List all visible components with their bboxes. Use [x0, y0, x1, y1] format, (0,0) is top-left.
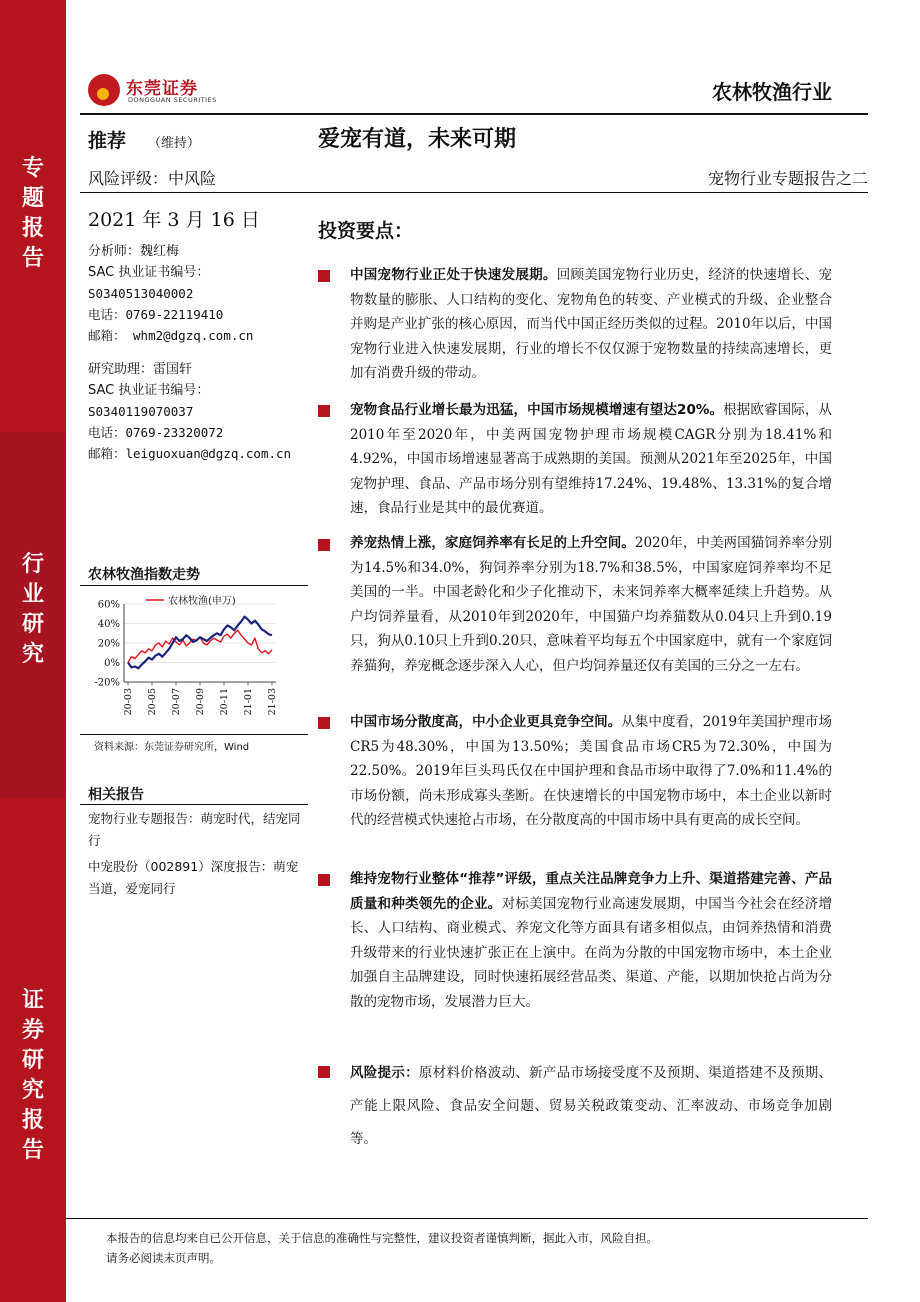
chart-x-tick-label: 20-09 — [195, 688, 206, 716]
key-point-5-text: 对标美国宠物行业高速发展期，中国当今社会在经济增长、人口结构、商业模式、养宠文化等方面具有诸多相似点，由饲养热情和消费升级带来的行业快速扩张正在上演中。在尚为分散的中国宠物市场中，本土企业加强自主品牌建设，同时快速拓展经营品类、渠道、产能，以期加快抢占尚为分散的宠物市场，发展潜力巨大。 — [350, 895, 833, 1010]
company-logo — [88, 72, 248, 112]
chart-legend-label: 农林牧渔(申万) — [168, 596, 236, 607]
related-reports-title: 相关报告 — [88, 787, 144, 803]
logo-en-text: DONGGUAN SECURITIES — [128, 96, 217, 104]
analyst-info — [88, 241, 253, 346]
report-series: 宠物行业专题报告之二 — [707, 169, 868, 188]
investment-highlights-title: 投资要点： — [318, 220, 414, 242]
rating-note: （维持） — [148, 136, 201, 151]
related-report-1[interactable]: 宠物行业专题报告：萌宠时代，结宠同行 — [88, 811, 301, 848]
key-point-2 — [350, 398, 832, 521]
header-divider — [80, 113, 868, 115]
industry-label: 农林牧渔行业 — [712, 80, 832, 104]
sidebar-band-securities-research: 证券研究报告 — [0, 798, 66, 1302]
chart-source-divider — [80, 734, 308, 735]
key-point-3-text: 2020年，中美两国猫饲养率分别为14.5%和34.0%，狗饲养率分别为18.7%和38.5%，中国家庭饲养率均不足美国的一半。中国老龄化和少子化推动下，未来饲养率大概率延续上升趋势。从户均饲养量看，从2010年到2020年，中国猫户均养猫数从0.04只上升到0.19只，狗从0.10只上升到0.20只，意味着平均每五个中国家庭中，就有一个家庭饲养猫狗，养宠概念逐步深入人心，但户均饲养量还仅有美国的三分之一左右。 — [350, 535, 833, 674]
bullet-icon — [318, 874, 330, 886]
chart-y-tick-label: 0% — [104, 658, 120, 669]
key-point-3-lead: 养宠热情上涨，家庭饲养率有长足的上升空间。 — [350, 535, 635, 551]
chart-source: 资料来源：东莞证券研究所，Wind — [94, 742, 250, 753]
assistant-phone: 电话：0769-23320072 — [88, 425, 224, 440]
key-point-3 — [350, 531, 832, 679]
key-point-5-lead: 维持宠物行业整体“推荐”评级，重点关注品牌竞争力上升、渠道搭建完善、产品质量和种类领先的企业。 — [350, 871, 832, 912]
chart-y-axis — [94, 600, 120, 689]
key-point-1-text: 回顾美国宠物行业历史，经济的快速增长、宠物数量的膨胀、人口结构的变化、宠物角色的转变、产业模式的升级、企业整合并购是产业扩张的核心原因，而当代中国正经历类似的过程。2010年以后，中国宠物行业进入快速发展期，行业的增长不仅仅源于宠物数量的持续高速增长，更加有消费升级的带动。 — [350, 267, 833, 382]
report-date: 2021 年 3 月 16 日 — [88, 209, 260, 231]
key-point-5 — [350, 867, 832, 1015]
risk-warning-text: 原材料价格波动、新产品市场接受度不及预期、渠道搭建不及预期、产能上限风险、食品安全问题、贸易关税政策变动、汇率波动、市场竞争加剧等。 — [350, 1065, 833, 1147]
related-divider — [80, 804, 308, 805]
chart-y-tick-label: 20% — [97, 638, 120, 650]
index-trend-chart — [86, 590, 286, 730]
bullet-icon — [318, 1066, 330, 1078]
chart-x-tick-label: 20-11 — [219, 688, 230, 716]
chart-x-tick-label: 21-01 — [243, 688, 254, 716]
rating: 推荐 — [88, 130, 127, 152]
analyst-phone: 电话：0769-22119410 — [88, 307, 224, 322]
chart-y-tick-label: -20% — [94, 677, 120, 689]
key-point-1 — [350, 263, 832, 386]
bullet-icon — [318, 405, 330, 417]
logo-cn-text: 东莞证券 — [126, 79, 198, 99]
footer-disclaimer — [106, 1228, 658, 1268]
key-point-1-lead: 中国宠物行业正处于快速发展期。 — [350, 267, 557, 283]
chart-title-divider — [80, 585, 308, 586]
key-point-4-lead: 中国市场分散度高，中小企业更具竞争空间。 — [350, 714, 622, 730]
footer-divider — [66, 1218, 868, 1219]
footer-line-1: 本报告的信息均来自已公开信息，关于信息的准确性与完整性，建议投资者谨慎判断，据此入市，风险自担。 — [106, 1231, 658, 1245]
chart-x-tick-label: 20-07 — [171, 688, 182, 716]
assistant-email[interactable]: 邮箱：leiguoxuan@dgzq.com.cn — [88, 446, 292, 461]
chart-x-tick-label: 21-03 — [267, 688, 278, 716]
risk-warning-lead: 风险提示： — [350, 1065, 419, 1081]
assistant-info — [88, 359, 291, 464]
assistant-name: 研究助理：雷国轩 — [88, 362, 193, 377]
chart-x-tick-label: 20-05 — [147, 688, 158, 716]
risk-warning — [350, 1057, 832, 1156]
assistant-sac: S0340119070037 — [88, 404, 194, 419]
chart-series — [128, 617, 272, 669]
analyst-email[interactable]: 邮箱： whm2@dgzq.com.cn — [88, 328, 254, 343]
chart-x-tick-label: 20-03 — [123, 688, 134, 716]
chart-legend — [146, 594, 236, 607]
footer-line-2[interactable]: 请务必阅读末页声明。 — [106, 1251, 221, 1265]
related-report-2[interactable]: 中宠股份（002891）深度报告：萌宠当道，爱宠同行 — [88, 859, 299, 896]
bullet-icon — [318, 539, 330, 551]
risk-level: 风险评级：中风险 — [88, 169, 217, 188]
sidebar-band-industry-research: 行业研究 — [0, 432, 66, 798]
analyst-sac-label: SAC 执业证书编号： — [88, 265, 210, 280]
assistant-sac-label: SAC 执业证书编号： — [88, 383, 210, 398]
chart-y-tick-label: 40% — [97, 619, 120, 630]
key-point-4-text: 从集中度看，2019年美国护理市场CR5为48.30%，中国为13.50%；美国食品市场CR5为72.30%，中国为22.50%。2019年巨头玛氏仅在中国护理和食品市场中取得了7.0%和11.4%的市场份额，尚未形成寡头垄断。在快速增长的中国宠物市场中，本土企业以新时代的经营模式快速抢占市场，在分散度高的中国市场中具有更高的成长空间。 — [350, 714, 832, 829]
logo-mark-icon — [88, 74, 120, 106]
bullet-icon — [318, 270, 330, 282]
chart-gridlines — [124, 604, 276, 682]
sidebar-band-special-report: 专题报告 — [0, 0, 66, 432]
chart-y-tick-label: 60% — [97, 599, 120, 611]
bullet-icon — [318, 717, 330, 729]
chart-series-line-2 — [128, 617, 272, 669]
subheader-divider — [80, 192, 868, 193]
key-point-2-lead: 宠物食品行业增长最为迅猛，中国市场规模增速有望达20%。 — [350, 402, 724, 418]
chart-title: 农林牧渔指数走势 — [88, 567, 200, 583]
key-point-4 — [350, 710, 832, 833]
analyst-name: 分析师：魏红梅 — [88, 244, 180, 259]
key-point-2-text: 根据欧睿国际，从2010年至2020年，中美两国宠物护理市场规模CAGR分别为18.41%和4.92%，中国市场增速显著高于成熟期的美国。预测从2021年至2025年，中国宠物护理、食品、产品市场分别有望维持17.24%、19.48%、13.31%的复合增速，食品行业是其中的最优赛道。 — [350, 402, 833, 517]
analyst-sac: S0340513040002 — [88, 286, 194, 301]
chart-x-axis — [123, 682, 278, 715]
report-title: 爱宠有道，未来可期 — [318, 127, 517, 152]
